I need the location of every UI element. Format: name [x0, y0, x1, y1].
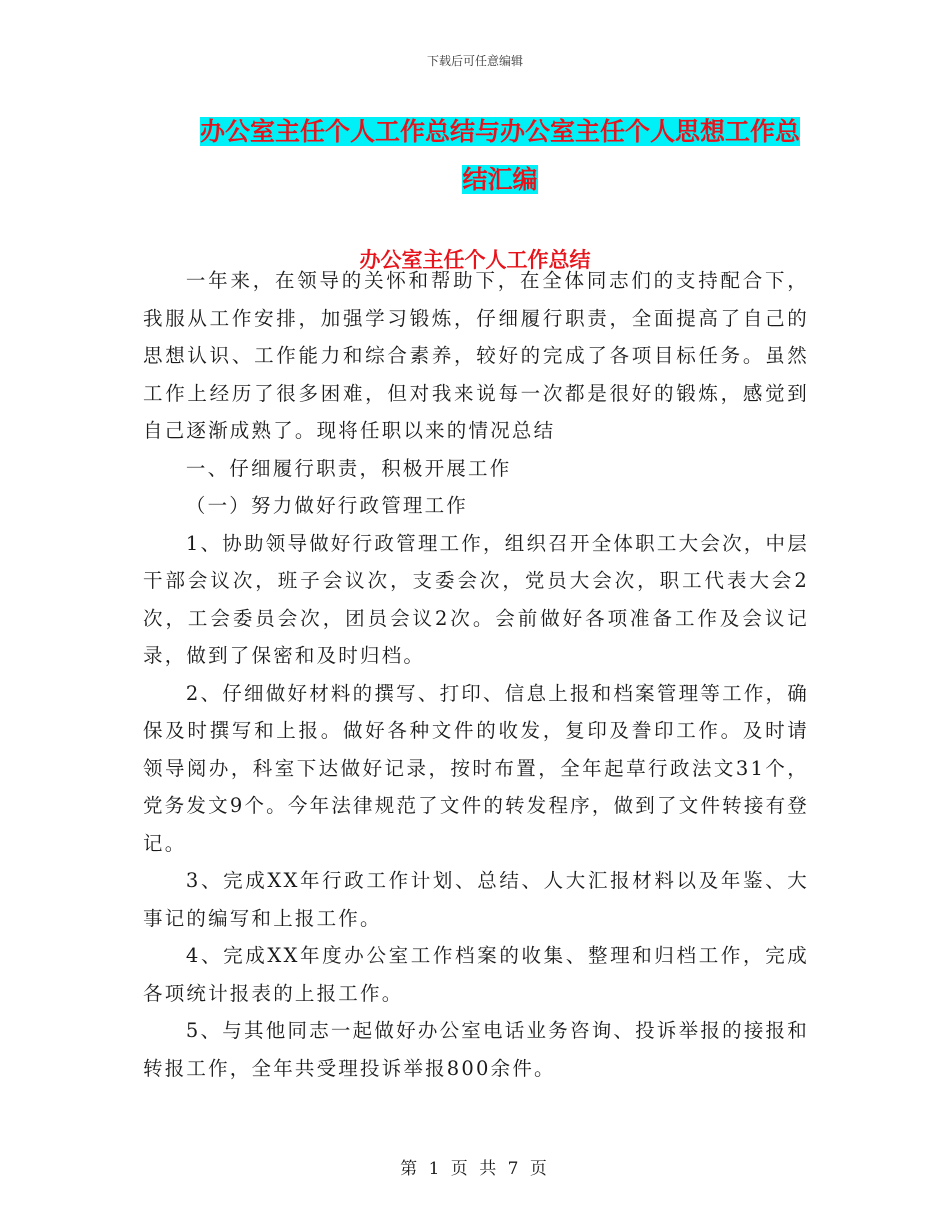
- document-title-text: 办公室主任个人工作总结与办公室主任个人思想工作总结汇编: [199, 117, 800, 194]
- paragraph-heading-1: 一、仔细履行职责，积极开展工作: [185, 456, 512, 480]
- paragraph-item-2: 2、仔细做好材料的撰写、打印、信息上报和档案管理等工作，确保及时撰写和上报。做好各种文件的收发，复印及誊印工作。及时请领导阅办，科室下达做好记录，按时布置，全年起草行政法文31个，党务发文9个。今年法律规范了文件的转发程序，做到了文件转接有登记。: [143, 681, 809, 855]
- paragraph-item-5: 5、与其他同志一起做好办公室电话业务咨询、投诉举报的接报和转报工作，全年共受理投诉举报800余件。: [143, 1019, 809, 1080]
- paragraph-intro: 一年来，在领导的关怀和帮助下，在全体同志们的支持配合下，我服从工作安排，加强学习锻炼，仔细履行职责，全面提高了自己的思想认识、工作能力和综合素养，较好的完成了各项目标任务。虽然工作上经历了很多困难，但对我来说每一次都是很好的锻炼，感觉到自己逐渐成熟了。现将任职以来的情况总结: [143, 269, 809, 442]
- document-title: [190, 108, 810, 204]
- paragraph-subheading-1: （一）努力做好行政管理工作: [185, 494, 468, 517]
- document-body: [143, 262, 809, 1087]
- paragraph-item-4: 4、完成XX年度办公室工作档案的收集、整理和归档工作，完成各项统计报表的上报工作。: [143, 944, 809, 1005]
- page-header-note: 下载后可任意编辑: [426, 54, 523, 68]
- page-footer: 第 1 页 共 7 页: [400, 1159, 550, 1179]
- paragraph-item-3: 3、完成XX年行政工作计划、总结、人大汇报材料以及年鉴、大事记的编写和上报工作。: [143, 869, 809, 930]
- section-title: 办公室主任个人工作总结: [359, 248, 591, 272]
- paragraph-item-1: 1、协助领导做好行政管理工作，组织召开全体职工大会次，中层干部会议次，班子会议次，支委会次，党员大会次，职工代表大会2次，工会委员会次，团员会议2次。会前做好各项准备工作及会议记录，做到了保密和及时归档。: [143, 531, 809, 667]
